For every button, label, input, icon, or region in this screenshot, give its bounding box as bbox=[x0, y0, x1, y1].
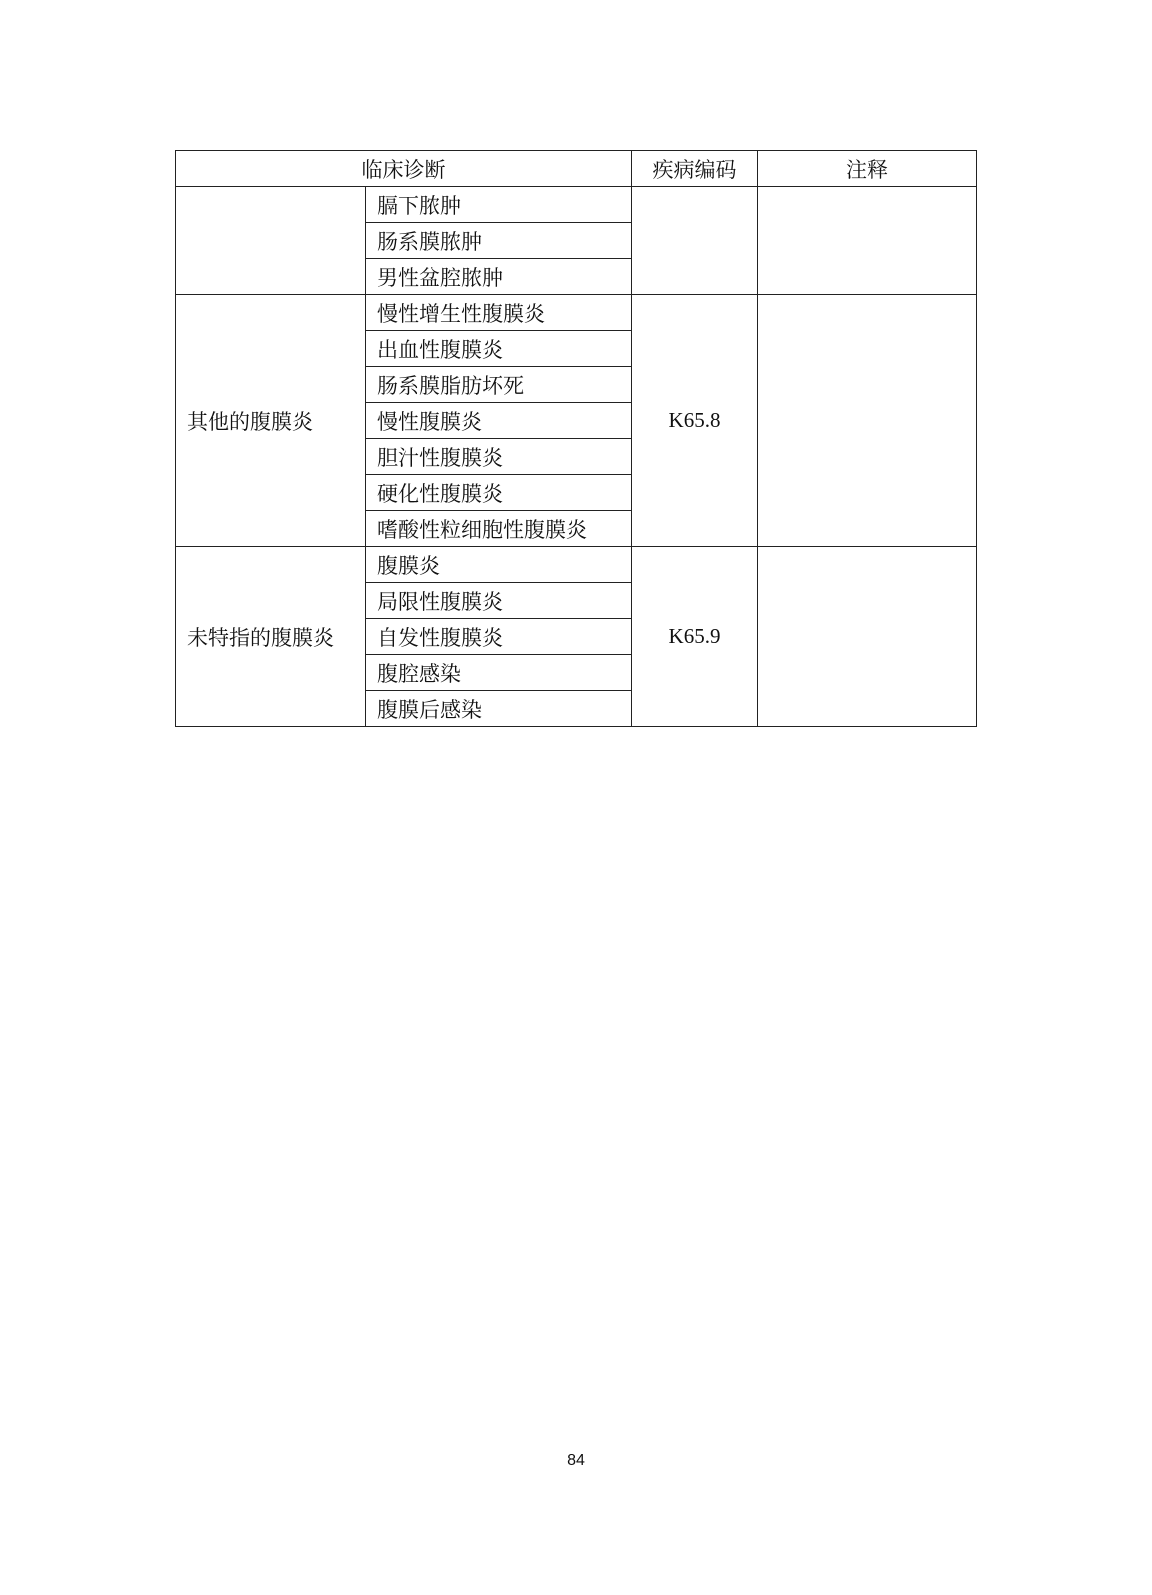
note-cell bbox=[758, 295, 977, 547]
subdiagnosis-cell: 局限性腹膜炎 bbox=[366, 583, 632, 619]
header-clinical-diagnosis: 临床诊断 bbox=[176, 151, 632, 187]
header-disease-code: 疾病编码 bbox=[632, 151, 758, 187]
subdiagnosis-cell: 胆汁性腹膜炎 bbox=[366, 439, 632, 475]
note-cell bbox=[758, 187, 977, 295]
table-row bbox=[176, 547, 977, 583]
page-number: 84 bbox=[567, 1452, 585, 1469]
table-row bbox=[176, 295, 977, 331]
header-note: 注释 bbox=[758, 151, 977, 187]
subdiagnosis-cell: 膈下脓肿 bbox=[366, 187, 632, 223]
disease-code-cell: K65.9 bbox=[632, 547, 758, 727]
disease-code-cell bbox=[632, 187, 758, 295]
subdiagnosis-cell: 男性盆腔脓肿 bbox=[366, 259, 632, 295]
subdiagnosis-cell: 腹膜后感染 bbox=[366, 691, 632, 727]
group-name-cell: 未特指的腹膜炎 bbox=[176, 547, 366, 727]
subdiagnosis-cell: 腹膜炎 bbox=[366, 547, 632, 583]
note-cell bbox=[758, 547, 977, 727]
subdiagnosis-cell: 硬化性腹膜炎 bbox=[366, 475, 632, 511]
subdiagnosis-cell: 慢性腹膜炎 bbox=[366, 403, 632, 439]
group-name-cell bbox=[176, 187, 366, 295]
subdiagnosis-cell: 自发性腹膜炎 bbox=[366, 619, 632, 655]
table-row bbox=[176, 187, 977, 223]
subdiagnosis-cell: 腹腔感染 bbox=[366, 655, 632, 691]
table-header-row bbox=[176, 151, 977, 187]
subdiagnosis-cell: 嗜酸性粒细胞性腹膜炎 bbox=[366, 511, 632, 547]
subdiagnosis-cell: 慢性增生性腹膜炎 bbox=[366, 295, 632, 331]
diagnosis-code-table bbox=[175, 150, 977, 727]
subdiagnosis-cell: 肠系膜脓肿 bbox=[366, 223, 632, 259]
subdiagnosis-cell: 肠系膜脂肪坏死 bbox=[366, 367, 632, 403]
group-name-cell: 其他的腹膜炎 bbox=[176, 295, 366, 547]
subdiagnosis-cell: 出血性腹膜炎 bbox=[366, 331, 632, 367]
disease-code-cell: K65.8 bbox=[632, 295, 758, 547]
